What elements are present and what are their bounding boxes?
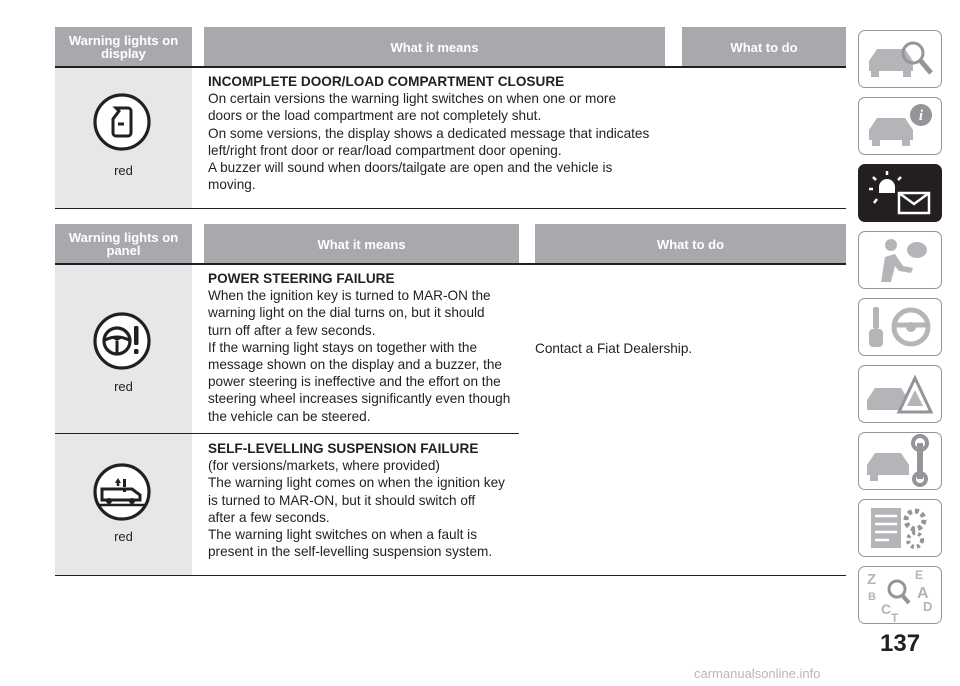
steering-wheel-warning-icon [92,311,152,371]
header-line-2: display [101,46,146,61]
svg-text:C: C [881,601,892,617]
warning-color-label: red [114,379,133,394]
car-warning-triangle-icon [859,366,940,421]
watermark: carmanualsonline.info [694,666,821,681]
description-line: A buzzer will sound when doors/tailgate are open and the vehicle is [208,160,613,176]
door-open-icon [92,92,152,152]
description-line: On some versions, the display shows a dedicated message that indicates [208,125,650,141]
header-line-1: Warning lights on [68,230,179,245]
warning-title: SELF-LEVELLING SUSPENSION FAILURE [208,441,479,456]
table2-header-panel [55,224,192,264]
warning-color-label: red [114,163,133,178]
description-line: warning light on the dial turns on, but it should [208,305,485,321]
description-line: left/right front door or rear/load compartment door opening. [208,142,562,158]
description-line: after a few seconds. [208,509,330,525]
description-line: the vehicle can be steered. [208,408,371,424]
sidebar-tab-index[interactable] [858,566,942,624]
sidebar-tab-technical-specs[interactable] [858,499,942,557]
car-info-icon [859,98,940,153]
specs-gear-icon [859,500,940,555]
warning-title: POWER STEERING FAILURE [208,271,395,286]
alphabetical-index-icon [859,567,940,622]
page-number: 137 [880,630,921,657]
svg-text:E: E [915,568,924,582]
table2-row1-description [208,270,523,425]
sidebar-tab-emergency[interactable] [858,365,942,423]
table1-header-display [55,27,192,67]
warning-color-label: red [114,529,133,544]
svg-text:D: D [923,599,933,614]
table1-bottom-rule [55,208,846,209]
airbag-passenger-icon [859,232,940,287]
suspension-warning-icon [92,462,152,522]
header-line-1: Warning lights on [68,33,179,48]
svg-text:Z: Z [867,571,877,588]
table2-bottom-rule [55,575,846,576]
table1-header-means: What it means [204,27,665,67]
description-line: If the warning light stays on together with the [208,339,478,355]
description-line: turn off after a few seconds. [208,322,376,338]
description-line: present in the self-levelling suspension system. [208,544,493,560]
svg-text:T: T [891,611,899,622]
table2-row2-icon-cell [55,434,192,575]
description-line: On certain versions the warning light switches on when one or more [208,91,617,107]
warning-light-message-icon [859,165,940,220]
header-line-2: panel [106,243,141,258]
svg-text:i: i [918,108,924,124]
description-line: steering wheel increases significantly even though [208,391,511,407]
description-line: When the ignition key is turned to MAR-ON the [208,288,491,304]
description-line: (for versions/markets, where provided) [208,458,440,474]
description-line: The warning light switches on when a fault is [208,527,477,543]
table1-icon-cell [55,68,192,208]
description-line: is turned to MAR-ON, but it should switch off [208,492,476,508]
sidebar-tab-maintenance[interactable] [858,432,942,490]
sidebar-tab-car-search[interactable] [858,30,942,88]
description-line: The warning light comes on when the ignition key [208,475,505,491]
svg-text:B: B [868,591,876,603]
key-steering-wheel-icon [859,299,940,354]
table1-header-todo: What to do [682,27,846,67]
car-search-icon [859,31,940,86]
table2-header-todo: What to do [535,224,846,264]
description-line: moving. [208,177,256,193]
description-line: power steering is ineffective and the effort on the [208,374,501,390]
warning-title: INCOMPLETE DOOR/LOAD COMPARTMENT CLOSURE [208,74,565,89]
table2-row1-icon-cell [55,265,192,433]
svg-text:A: A [917,585,929,602]
description-line: message shown on the display and a buzzer, the [208,357,502,373]
what-to-do-text: Contact a Fiat Dealership. [535,341,693,356]
sidebar-tab-starting-driving[interactable] [858,298,942,356]
car-wrench-icon [859,433,940,488]
description-line: doors or the load compartment are not completely shut. [208,108,542,124]
table1-row-description [208,73,668,193]
table2-row2-description [208,440,523,560]
sidebar-tab-car-info[interactable] [858,97,942,155]
table2-header-means: What it means [204,224,519,264]
sidebar-tab-warning-lights[interactable] [858,164,942,222]
sidebar-tab-safety[interactable] [858,231,942,289]
